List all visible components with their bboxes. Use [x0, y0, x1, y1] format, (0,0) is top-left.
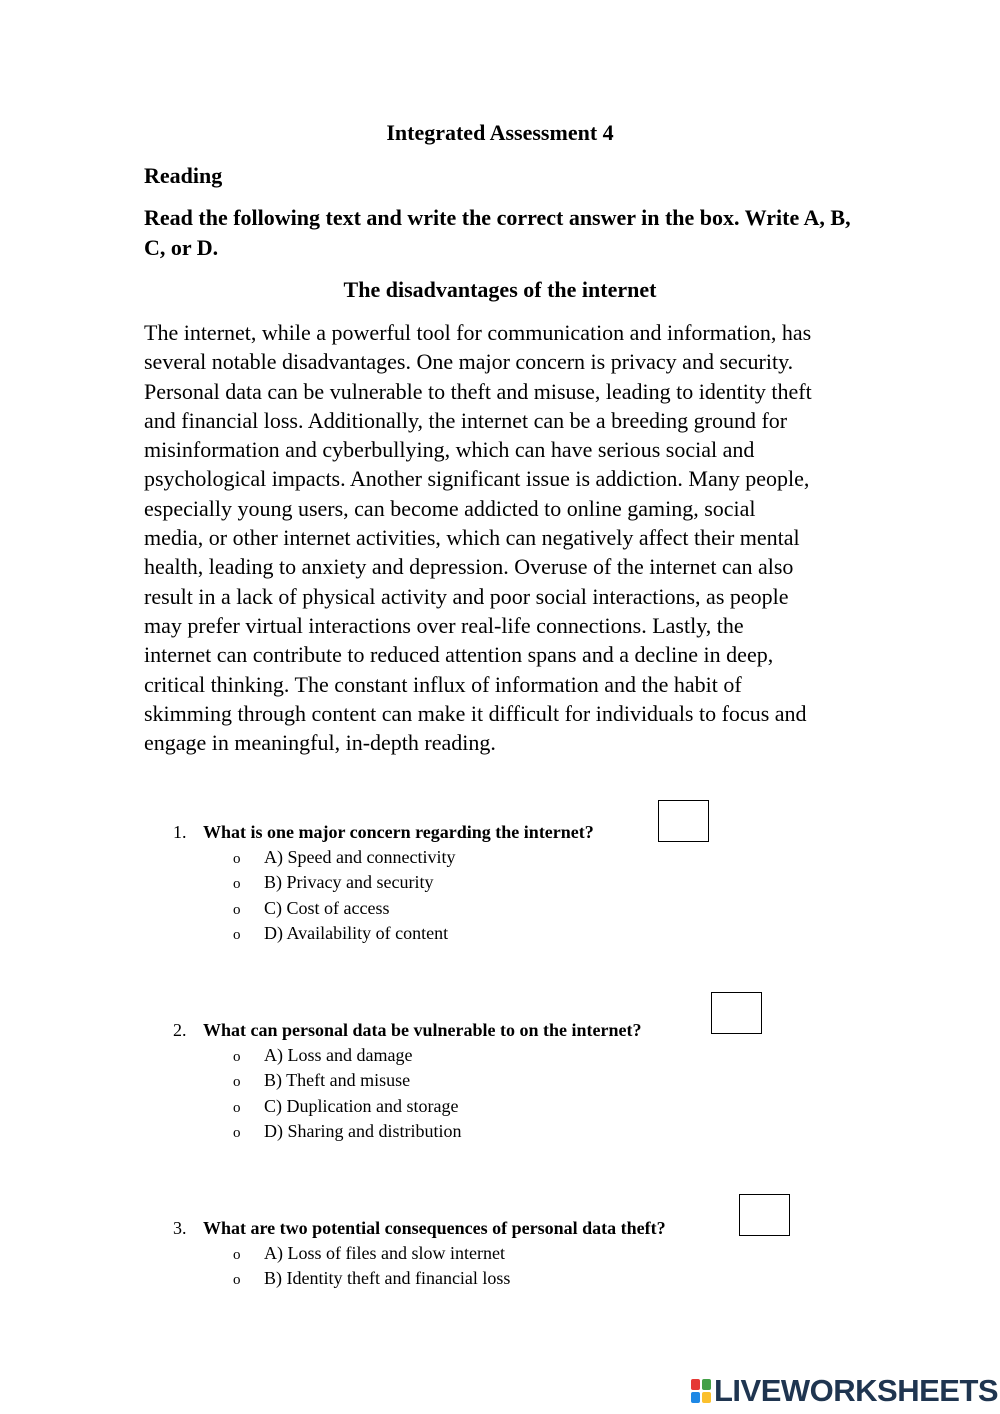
instruction-text: Read the following text and write the correct answer in the box. Write A, B, C, or D. [144, 205, 851, 260]
option-list [173, 1043, 642, 1144]
answer-box-1[interactable] [658, 800, 709, 842]
bullet-icon: o [233, 851, 241, 867]
section-heading: Reading [144, 163, 223, 188]
passage-line: misinformation and cyberbullying, which can have serious social and [144, 437, 755, 463]
passage-line: engage in meaningful, in-depth reading. [144, 730, 496, 756]
option-list [173, 845, 594, 946]
option-text: D) Availability of content [264, 922, 449, 943]
answer-box-3[interactable] [739, 1194, 790, 1236]
bullet-icon: o [233, 1099, 241, 1116]
option-item [173, 845, 594, 870]
liveworksheets-logo [690, 1373, 998, 1409]
option-item [173, 1094, 642, 1119]
bullet-icon: o [233, 1074, 241, 1091]
logo-block-icon [702, 1392, 711, 1403]
question-header [173, 820, 594, 845]
passage-line: internet can contribute to reduced attention spans and a decline in deep, [144, 642, 774, 668]
reading-passage [144, 318, 864, 757]
passage-line: critical thinking. The constant influx of information and the habit of [144, 671, 742, 697]
question-text: What is one major concern regarding the internet? [203, 822, 594, 842]
option-item [173, 1119, 642, 1144]
bullet-icon: o [233, 901, 241, 918]
logo-block-icon [691, 1392, 700, 1403]
option-item [173, 921, 594, 946]
question-3 [173, 1216, 666, 1292]
option-text: A) Loss and damage [264, 1045, 413, 1065]
passage-line: psychological impacts. Another significant issue is addiction. Many people, [144, 466, 810, 492]
option-item [173, 896, 594, 921]
question-number: 2. [173, 1020, 187, 1040]
bullet-icon: o [233, 1247, 241, 1263]
question-text: What are two potential consequences of personal data theft? [203, 1218, 666, 1238]
passage-line: health, leading to anxiety and depression. Overuse of the internet can also [144, 554, 794, 580]
question-header [173, 1018, 642, 1043]
answer-box-2[interactable] [711, 992, 762, 1034]
passage-line: media, or other internet activities, which can negatively affect their mental [144, 525, 800, 551]
passage-title: The disadvantages of the internet [343, 277, 657, 302]
bullet-icon: o [233, 1124, 241, 1141]
bullet-icon: o [233, 1272, 241, 1289]
bullet-icon: o [233, 926, 241, 943]
question-number: 1. [173, 822, 187, 842]
option-text: A) Loss of files and slow internet [264, 1243, 505, 1263]
option-list [173, 1241, 666, 1292]
option-text: D) Sharing and distribution [264, 1120, 462, 1141]
question-2 [173, 1018, 642, 1144]
option-item [173, 1266, 666, 1291]
passage-line: especially young users, can become addicted to online gaming, social [144, 495, 756, 521]
option-item [173, 1241, 666, 1266]
passage-line: skimming through content can make it difficult for individuals to focus and [144, 700, 807, 726]
option-text: C) Duplication and storage [264, 1095, 459, 1116]
option-text: B) Theft and misuse [264, 1070, 411, 1091]
option-text: C) Cost of access [264, 897, 390, 918]
passage-line: Personal data can be vulnerable to theft and misuse, leading to identity theft [144, 378, 812, 404]
liveworksheets-logo-icon [690, 1378, 712, 1404]
bullet-icon: o [233, 1049, 241, 1065]
logo-text: LIVEWORKSHEETS [714, 1373, 999, 1408]
question-number: 3. [173, 1218, 187, 1238]
question-text: What can personal data be vulnerable to on the internet? [203, 1020, 642, 1040]
option-item [173, 870, 594, 895]
option-text: A) Speed and connectivity [264, 847, 456, 867]
passage-line: several notable disadvantages. One major concern is privacy and security. [144, 349, 794, 375]
logo-block-icon [691, 1379, 700, 1390]
passage-line: result in a lack of physical activity and poor social interactions, as people [144, 583, 789, 609]
question-1 [173, 820, 594, 946]
passage-line: The internet, while a powerful tool for communication and information, has [144, 320, 812, 345]
page-title: Integrated Assessment 4 [386, 120, 614, 145]
question-header [173, 1216, 666, 1241]
passage-line: and financial loss. Additionally, the internet can be a breeding ground for [144, 407, 788, 433]
option-item [173, 1043, 642, 1068]
bullet-icon: o [233, 876, 241, 893]
option-item [173, 1068, 642, 1093]
option-text: B) Privacy and security [264, 872, 434, 893]
passage-line: may prefer virtual interactions over real-life connections. Lastly, the [144, 612, 744, 638]
option-text: B) Identity theft and financial loss [264, 1268, 511, 1289]
logo-block-icon [702, 1379, 711, 1390]
